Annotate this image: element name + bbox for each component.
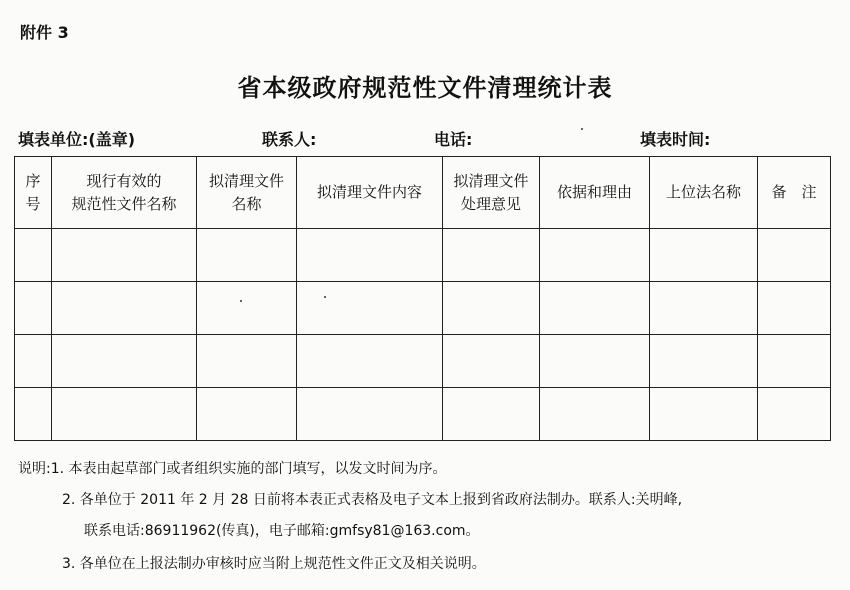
table-cell[interactable]	[297, 229, 443, 282]
table-cell[interactable]	[297, 335, 443, 388]
table-cell[interactable]	[15, 229, 52, 282]
table-cell[interactable]	[443, 388, 540, 441]
scan-speck	[324, 296, 326, 298]
table-cell[interactable]	[15, 335, 52, 388]
table-row	[15, 335, 831, 388]
note-line-1: 说明:1. 本表由起草部门或者组织实施的部门填写，以发文时间为序。	[18, 461, 447, 477]
header-index: 序 号	[15, 157, 52, 229]
note-line-2: 2. 各单位于 2011 年 2 月 28 日前将本表正式表格及电子文本上报到省政府法制办。联系人:关明峰,	[62, 492, 683, 508]
statistics-table	[14, 156, 831, 441]
table-cell[interactable]	[758, 282, 831, 335]
table-cell[interactable]	[540, 229, 650, 282]
table-cell[interactable]	[197, 229, 297, 282]
table-cell[interactable]	[443, 229, 540, 282]
table-row	[15, 229, 831, 282]
header-cleanup-document-name: 拟清理文件 名称	[197, 157, 297, 229]
attachment-label: 附件 3	[20, 23, 69, 42]
table-cell[interactable]	[197, 388, 297, 441]
table-cell[interactable]	[15, 388, 52, 441]
table-cell[interactable]	[197, 282, 297, 335]
phone-label: 电话:	[434, 130, 473, 149]
fill-unit-label: 填表单位:(盖章)	[18, 130, 136, 149]
header-basis-and-reason: 依据和理由	[540, 157, 650, 229]
table-cell[interactable]	[650, 229, 758, 282]
table-cell[interactable]	[52, 335, 197, 388]
table-row	[15, 388, 831, 441]
table-cell[interactable]	[540, 335, 650, 388]
fill-date-label: 填表时间:	[640, 130, 711, 149]
table-cell[interactable]	[52, 388, 197, 441]
scan-speck	[581, 128, 583, 130]
header-cleanup-document-content: 拟清理文件内容	[297, 157, 443, 229]
page-title: 省本级政府规范性文件清理统计表	[237, 74, 613, 102]
table-cell[interactable]	[650, 388, 758, 441]
table-cell[interactable]	[443, 282, 540, 335]
table-cell[interactable]	[540, 388, 650, 441]
header-current-document-name: 现行有效的 规范性文件名称	[52, 157, 197, 229]
table-row	[15, 282, 831, 335]
header-remarks: 备 注	[758, 157, 831, 229]
header-superior-law-name: 上位法名称	[650, 157, 758, 229]
table-cell[interactable]	[540, 282, 650, 335]
header-handling-opinion: 拟清理文件 处理意见	[443, 157, 540, 229]
scan-speck	[240, 300, 242, 302]
note-line-4: 3. 各单位在上报法制办审核时应当附上规范性文件正文及相关说明。	[62, 556, 486, 572]
table-cell[interactable]	[297, 282, 443, 335]
table-cell[interactable]	[758, 388, 831, 441]
table-cell[interactable]	[52, 282, 197, 335]
table-cell[interactable]	[758, 229, 831, 282]
table-header-row	[15, 157, 831, 229]
note-line-3: 联系电话:86911962(传真)，电子邮箱:gmfsy81@163.com。	[84, 523, 480, 539]
table-cell[interactable]	[650, 282, 758, 335]
table-cell[interactable]	[650, 335, 758, 388]
table-cell[interactable]	[52, 229, 197, 282]
table-cell[interactable]	[15, 282, 52, 335]
table-cell[interactable]	[443, 335, 540, 388]
table-cell[interactable]	[758, 335, 831, 388]
table-cell[interactable]	[297, 388, 443, 441]
table-cell[interactable]	[197, 335, 297, 388]
contact-person-label: 联系人:	[262, 130, 317, 149]
